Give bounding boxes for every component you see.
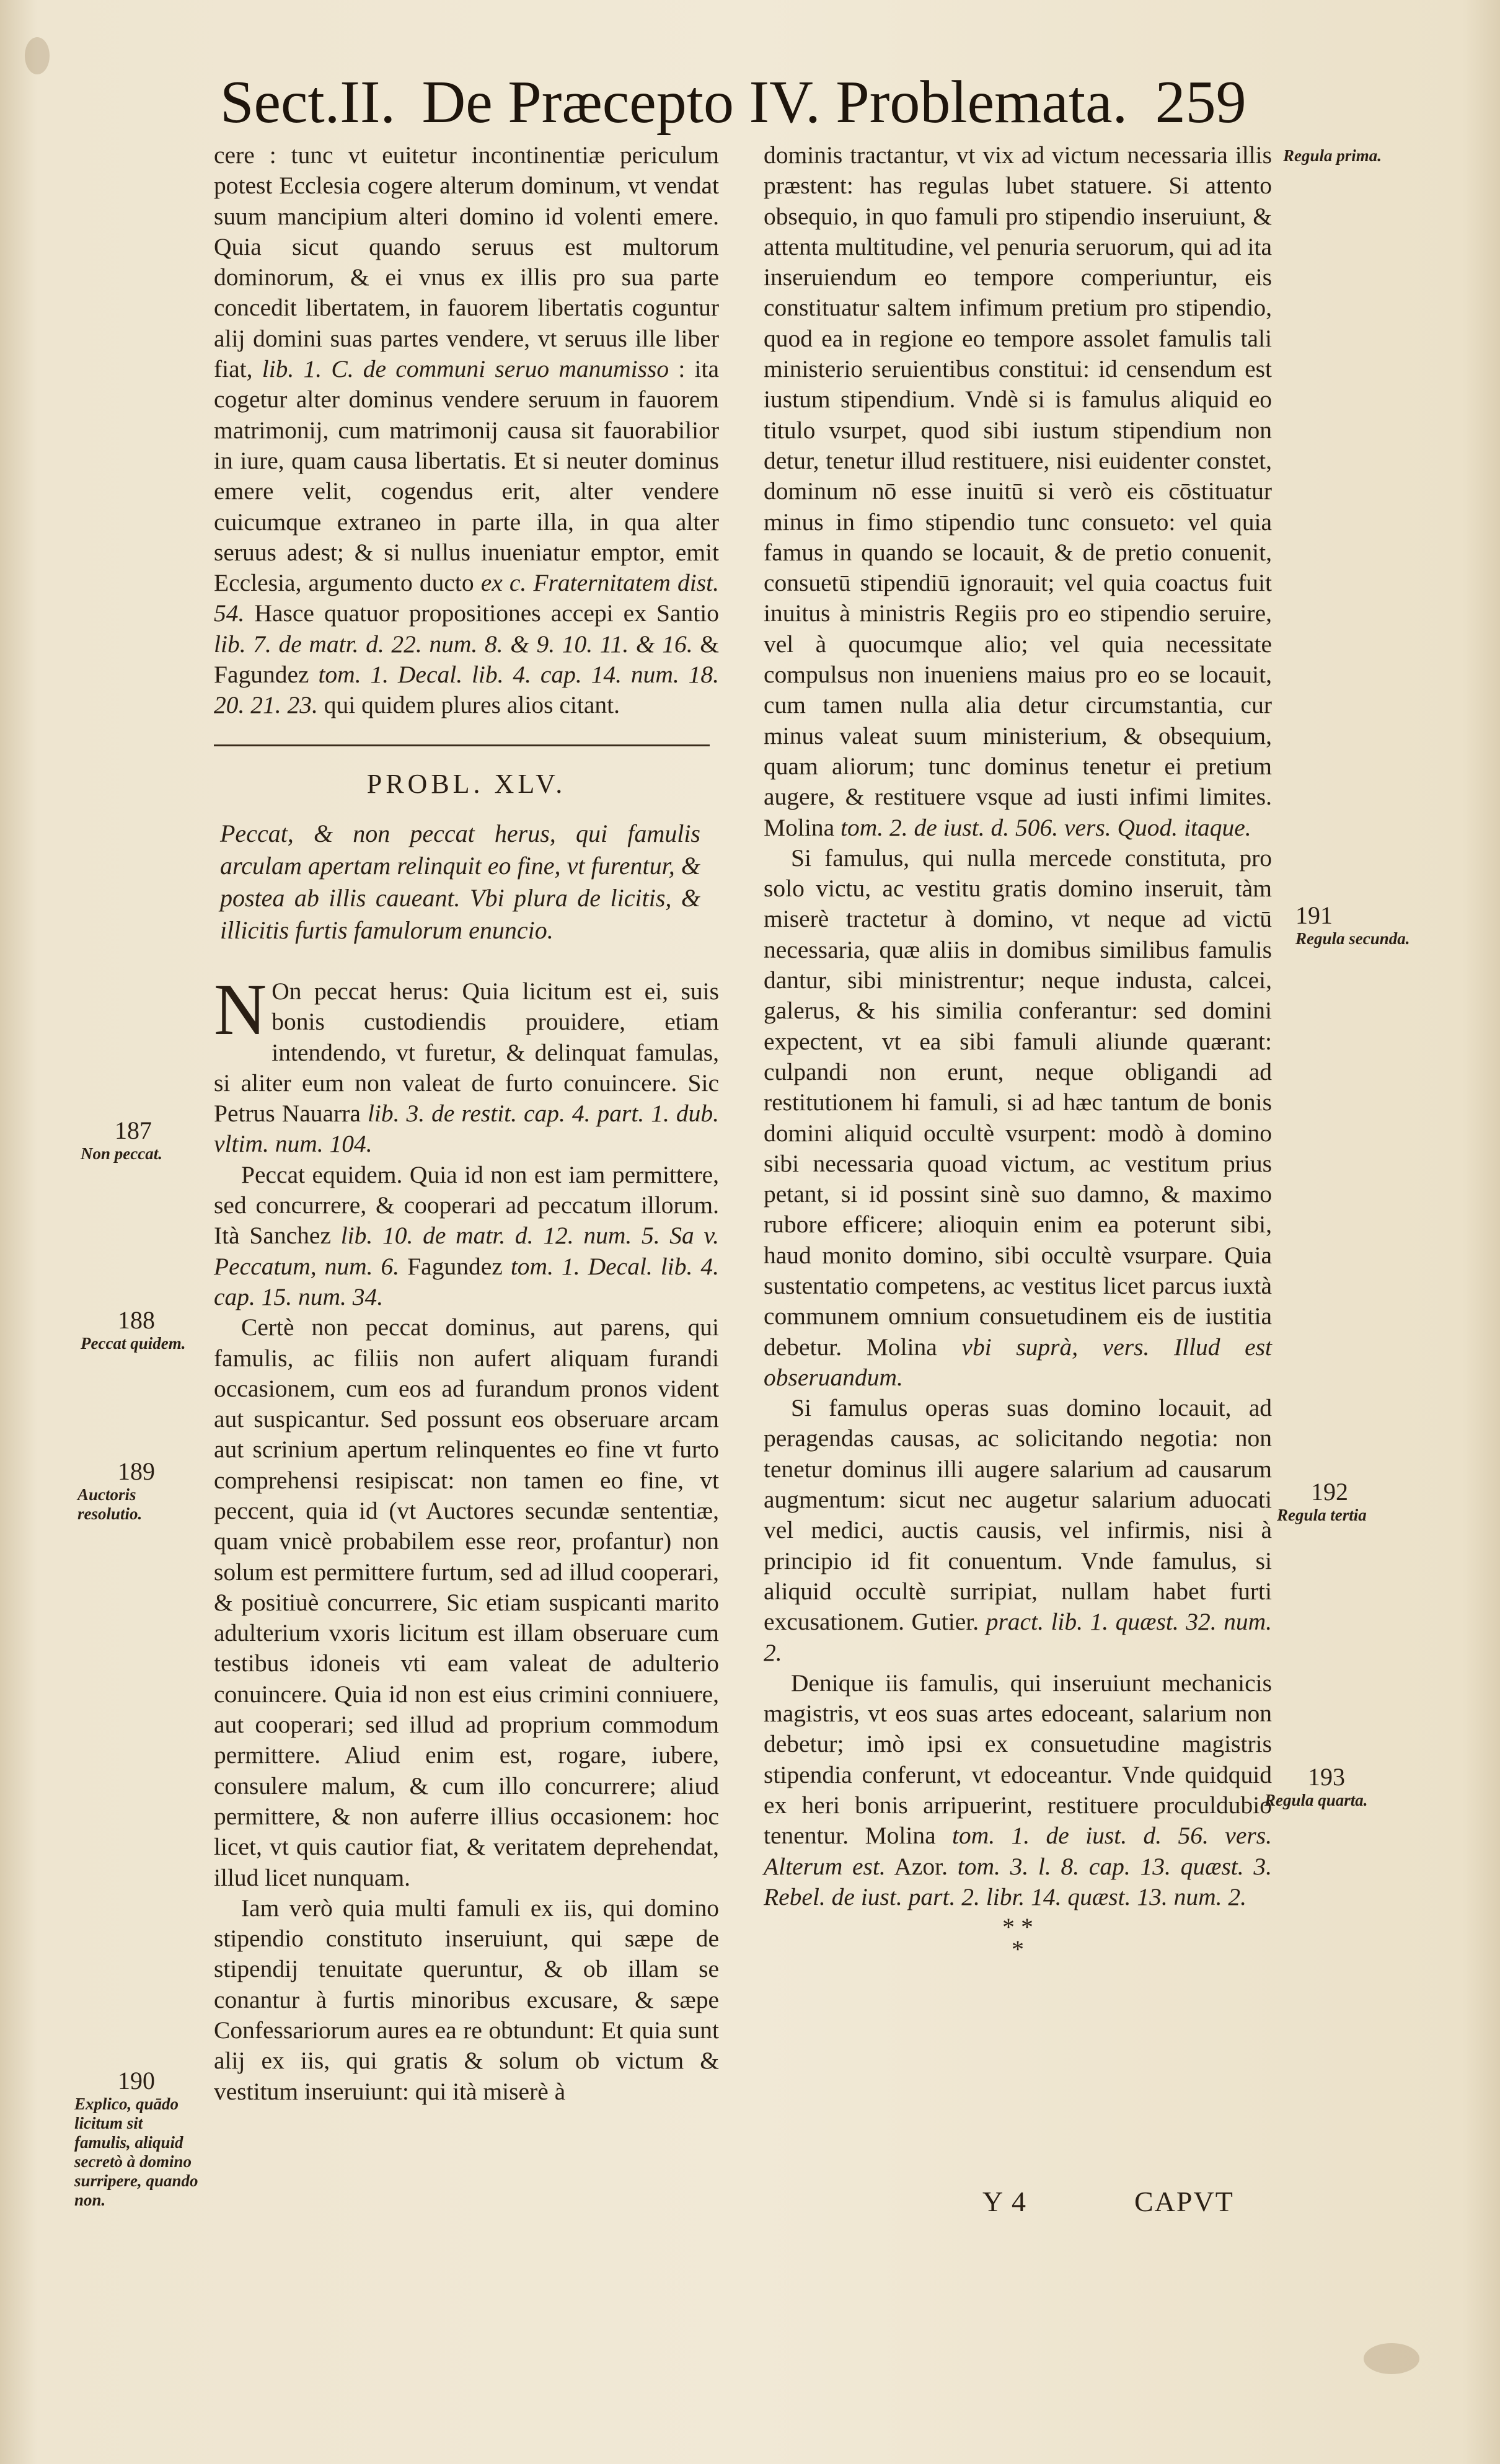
header-title: De Præcepto IV. Problemata.: [421, 69, 1128, 136]
margin-note-192: 192 Regula tertia: [1277, 1478, 1367, 1524]
problem-title: Peccat, & non peccat herus, qui famulis arculam apertam relinquit eo fine, vt furentur, & postea ab illis caueant. Vbi plura de licitis, & illicitis furtis famulorum enuncio.: [220, 819, 700, 944]
problem-heading: PROBL. XLV.: [366, 768, 567, 799]
margin-note-193: 193 Regula quarta.: [1264, 1763, 1368, 1809]
rule-one-paragraph: dominis tractantur, vt vix ad victum necessaria illis præstent: has regulas lubet statuere. Si attento obsequio, in quo famuli pro stipendio inseruiunt, & attenta multitudine, vel penuria seruorum, qui ad ita inseruiendum eo tempore comperiuntur, eis constituatur saltem infimum pretium pro stipendio, quod ea in regione eo tempore assolet famulis tali ministerio seruientibus constitui: id censendum est iustum stipendium. Vndè si is famulus aliquid eo titulo vsurpet, quod sibi iustum stipendium non detur, tenetur illud restituere, nisi euidenter constet, dominum nō esse inuitū si verò eis cōstituatur minus in fimo stipendio tunc consueto: vel quia famus in quando se locauit, & de pretio conuenit, consuetū stipendiū ignorauit; vel quia coactus fuit inuitus à ministris Regiis pro eo stipendio seruire, vel à quocumque alio; vel quia necessitate compulsus non inueniens maius pro eo se locauit, cum tamen nulla alia detur circumstantia, cur minus valeat suum ministerium, & obsequium, quam aliorum; tunc dominus tenetur ei pretium augere, & restituere vsque ad iusti infimi limites. Molina tom. 2. de iust. d. 506. vers. Quod. itaque.: [764, 141, 1272, 841]
continuation-paragraph: cere : tunc vt euitetur incontinentiæ periculum potest Ecclesia cogere alterum dominum, vt vendat suum mancipium alteri domino id volenti emere. Quia sicut quando seruus est multorum dominorum, & ei vnus ex illis pro sua parte concedit libertatem, in fauorem libertatis coguntur alij domini suas partes vendere, vt seruus ille liber fiat, lib. 1. C. de communi seruo manumisso : ita cogetur alter dominus vendere seruum in fauorem matrimonij, cum matrimonij causa sit fauorabilior in iure, quam causa libertatis. Et si neuter dominus emere velit, cogendus erit, alter vendere cuicumque extraneo in parte illa, in qua alter seruus adest; & si nullus inueniatur emptor, emit Ecclesia, argumento ducto ex c. Fraternitatem dist. 54. Hasce quatuor propositiones accepi ex Santio lib. 7. de matr. d. 22. num. 8. & 9. 10. 11. & 16. & Fagundez tom. 1. Decal. lib. 4. cap. 14. num. 18. 20. 21. 23. qui quidem plures alios citant.: [214, 141, 720, 719]
left-column: [214, 140, 719, 2107]
paragraph-190: Iam verò quia multi famuli ex iis, qui domino stipendio constituto inseruiunt, qui sæpe de stipendij tenuitate queruntur, & ob illam se conantur à furtis minoribus excusare, & sæpe Confessariorum aures ea re obtundunt: Et quia sunt alij ex iis, qui gratis & solum ob victum & vestitum inseruiunt: qui ità miserè à: [214, 1894, 719, 2105]
paper-stain: [1364, 2343, 1419, 2374]
margin-note-189: 189 Auctoris resolutio.: [77, 1457, 155, 1523]
margin-note-191: 191 Regula secunda.: [1295, 901, 1410, 948]
running-header: [220, 65, 1292, 139]
margin-note-188: 188 Peccat quidem.: [81, 1306, 186, 1353]
paragraph-189: Certè non peccat dominus, aut parens, qui famulis, ac filiis non aufert aliquam furandi occasionem, cum eos ad furandum pronos vident aut suspicantur. Sed possunt eos obseruare arcam aut scrinium apertum relinquentes eo fine vt furto comprehensi resipiscat: non tamen eo fine, vt peccent, quia id (vt Auctores secundæ sententiæ, quam vnicè probabilem esse reor, profantur) non solum est permittere furtum, sed ad illud cooperari, & positiuè concurrere, Sic etiam suspicanti marito adulterium vxoris licitum est illam obseruare cum testibus idoneis vti eam valeat de adulterio conuincere. Quia id non est eius crimini conniuere, aut cooperari; sed illud ad proprium commodum permittere. Aliud enim est, rogare, iubere, consulere malum, & cum illo concurrere; aliud permittere, & non auferre illius occasionem: hoc licet, vt quis cautior fiat, & veritatem deprehendat, illud licet nunquam.: [214, 1314, 719, 1891]
margin-note-187: 187 Non peccat.: [81, 1116, 162, 1163]
end-ornament: * * *: [1002, 1913, 1033, 1964]
header-section: Sect.II.: [220, 69, 395, 136]
rule-two-paragraph: Si famulus, qui nulla mercede constituta, pro solo victu, ac vestitu gratis domino inseruit, tàm miserè tractetur à domino, vt neque ad victū necessaria, quæ aliis in domibus similibus famulis dantur, sibi ministrentur; neque industa, calcei, galerus, & his similia conferantur: sed domini expectent, vt ea sibi famuli aliunde quærant: culpandi non erunt, neque obligandi ad restitutionem hi famuli, si ad hæc tantum de bonis domini aliquid occultè vsurpent: modò à domino sibi necessaria quoad victum, ac vestitum prius petant, si id possint sinè suo damno, & maximo rubore efficere; alioquin enim ea poterunt sibi, haud monito domino, sibi occultè vsurpare. Quia sustentatio competens, ac vestitus licet parcus iuxtà communem omnium consuetudinem eis de iustitia debetur. Molina vbi suprà, vers. Illud est obseruandum.: [764, 844, 1272, 1391]
rule-four-paragraph: Denique iis famulis, qui inseruiunt mechanicis magistris, vt eos suas artes edoceant, salarium non debetur; imò ipsi ex consuetudine magistris stipendia conferunt, vt edoceantur. Vnde quidquid ex heri bonis arripuerint, restituere proculdubio tenentur. Molina tom. 1. de iust. d. 56. vers. Alterum est. Azor. tom. 3. l. 8. cap. 13. quæst. 3. Rebel. de iust. part. 2. libr. 14. quæst. 13. num. 2.: [764, 1669, 1273, 1910]
page-number: 259: [1155, 69, 1246, 136]
margin-note-190: 190 Explico, quādo licitum sit famulis, aliquid secretò à domino surripere, quando non.: [74, 2067, 198, 2209]
paper-stain: [25, 37, 50, 74]
signature-mark: Y 4: [982, 2186, 1028, 2217]
paragraph-188: Peccat equidem. Quia id non est iam permittere, sed concurrere, & cooperari ad peccatum illorum. Ità Sanchez lib. 10. de matr. d. 12. num. 5. Sa v. Peccatum, num. 6. Fagundez tom. 1. Decal. lib. 4. cap. 15. num. 34.: [214, 1160, 720, 1310]
rule-three-paragraph: Si famulus operas suas domino locauit, ad peragendas causas, ac solicitando negotia: non tenetur dominus illi augere salarium ad causarum augmentum: sicut nec augetur salarium aduocati vel medici, auctis causis, vel infirmis, nisi à principio id fit conuentum. Vnde famulus, si aliquid occultè surripiat, nullam habet furti excusationem. Gutier. pract. lib. 1. quæst. 32. num. 2.: [764, 1394, 1273, 1666]
drop-cap: N: [214, 968, 267, 1050]
paragraph-187: N On peccat herus: Quia licitum est ei, suis bonis custodiendis prouidere, etiam intendendo, vt furetur, & delinquat famulas, si aliter eum non valeat de furto conuincere. Sic Petrus Nauarra lib. 3. de restit. cap. 4. part. 1. dub. vltim. num. 104.: [214, 968, 720, 1158]
margin-note-regula-prima: Regula prima.: [1283, 146, 1382, 165]
catchword: CAPVT: [1134, 2186, 1234, 2217]
section-divider: [214, 744, 710, 746]
right-column: [764, 140, 1273, 1964]
